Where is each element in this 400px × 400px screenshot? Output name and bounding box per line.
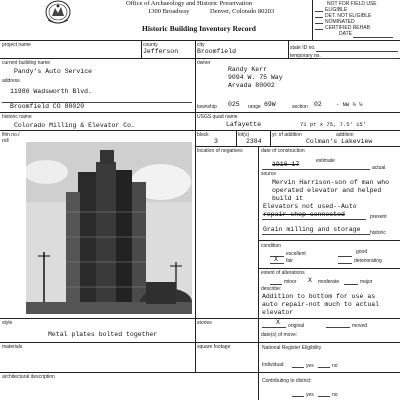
- film-roll-label: film no./ roll: [2, 132, 20, 144]
- city-label: city: [197, 42, 205, 48]
- office-address: 1300 Broadway: [148, 8, 190, 15]
- project-name-label: project name: [2, 42, 31, 48]
- style-label: style: [2, 320, 13, 326]
- source-line2: operated elevator and helped: [272, 187, 382, 194]
- nr-individual-label: Individual:: [262, 362, 285, 368]
- condition-fair: fair: [286, 258, 293, 264]
- nr-contributing-yes: yes: [306, 392, 314, 398]
- present-label: present: [370, 214, 387, 220]
- quad-year-value: 71 pr x 75, 7.5' 15': [300, 121, 367, 128]
- alterations-minor: minor: [284, 279, 297, 285]
- section-value: 02: [314, 101, 322, 108]
- use-line2: repair shop connected: [263, 211, 345, 218]
- historic-name-label: historic name: [2, 114, 32, 120]
- addition-value: Colman's Lakeview: [306, 138, 373, 145]
- nr-contributing-label: Contributing to district:: [262, 378, 312, 384]
- state-id-label: state ID no.: [290, 45, 316, 51]
- nr-eligibility-label: National Register Eligibility: [262, 345, 322, 351]
- alterations-label: extent of alterations: [261, 270, 305, 276]
- form-title: Historic Building Inventory Record: [142, 24, 256, 33]
- historic-name-value: Colorado Milling & Elevator Co.: [14, 122, 135, 129]
- township-label: township: [197, 104, 217, 110]
- current-name-value: Pandy's Auto Service: [14, 68, 93, 75]
- nr-contributing-no: no: [332, 392, 338, 398]
- stories-label: stories: [197, 320, 212, 326]
- alterations-moderate: moderate: [318, 279, 340, 285]
- official-option-not-eligible: DET. NOT ELIGIBLE: [325, 13, 372, 19]
- official-option-nominated: NOMINATED: [325, 19, 355, 25]
- condition-deteriorating: deteriorating: [354, 258, 382, 264]
- nr-individual-no: no: [332, 363, 338, 369]
- current-name-label: current building name: [2, 60, 51, 66]
- source-line1: Mervin Harrison-son of man who: [272, 179, 390, 186]
- address-line1: 11986 Wadsworth Blvd.: [10, 88, 92, 95]
- describe-label: describe:: [261, 286, 282, 292]
- township-value: 025: [228, 101, 240, 108]
- construction-value: 1916-17: [272, 161, 300, 168]
- official-option-eligible: ELIGIBLE: [325, 7, 348, 13]
- state-seal: [44, 0, 72, 26]
- office-city: Denver, Colorado 80203: [210, 8, 275, 15]
- office-name: Office of Archaeology and Historic Preservation: [126, 0, 253, 7]
- section-label: section: [292, 104, 308, 110]
- owner-line3: Arvada 80002: [228, 82, 275, 89]
- quarter-value: - NW ¼ ¼: [336, 101, 363, 108]
- temporary-no-label: temporary no.: [290, 53, 321, 59]
- nr-individual-yes: yes: [306, 363, 314, 369]
- county-value: Jefferson: [143, 48, 179, 55]
- source-line3: build it: [272, 195, 304, 202]
- alterations-line3: elevator: [262, 309, 294, 316]
- official-use-box: [312, 0, 400, 41]
- official-option-certified: CERTIFIED REHAB: [325, 25, 370, 31]
- owner-label: owner: [197, 60, 211, 66]
- county-label: county: [143, 42, 158, 48]
- owner-line2: 9094 W. 75 Way: [228, 74, 283, 81]
- source-label: source: [261, 171, 277, 177]
- alterations-line2: auto repair-not much to actual: [262, 301, 380, 308]
- estimate-label: estimate: [316, 158, 335, 164]
- official-use-title: NOT FOR FIELD USE: [327, 1, 377, 7]
- range-value: 69W: [264, 101, 276, 108]
- condition-excellent: excellent: [286, 251, 306, 257]
- historic-use-label: historic: [370, 230, 386, 236]
- block-value: 3: [214, 138, 218, 145]
- building-photo: [26, 142, 192, 314]
- moved-label: moved: [352, 323, 368, 329]
- condition-label: condition: [261, 243, 282, 249]
- square-footage-label: square footage: [197, 344, 231, 350]
- style-value: Metal plates bolted together: [48, 331, 158, 338]
- alterations-mark: X: [308, 277, 312, 284]
- range-label: range: [248, 104, 261, 110]
- owner-line1: Randy Kerr: [228, 66, 268, 73]
- date-of-move-label: date(s) of move:: [261, 332, 298, 338]
- usgs-label: USGS quad name: [197, 114, 238, 120]
- alterations-line1: Addition to bottom for use as: [262, 293, 376, 300]
- arch-description-label: architectural description: [2, 374, 55, 380]
- original-label: original: [288, 323, 305, 329]
- address-line2: Broomfield CO 80020: [10, 103, 85, 110]
- lot-value: 2384: [246, 138, 262, 145]
- original-mark: X: [276, 319, 280, 326]
- location-negatives-label: location of negatives: [197, 148, 243, 154]
- year-addition-label: yr. of addition: [272, 132, 302, 138]
- usgs-value: Lafayette: [226, 121, 262, 128]
- use-line1: Elevators not used--Auto: [263, 203, 357, 210]
- addition-label: addition: [336, 132, 354, 138]
- actual-label: actual: [372, 165, 386, 171]
- historic-use-value: Grain milling and storage: [263, 226, 361, 233]
- condition-good: good: [356, 249, 368, 255]
- condition-mark: X: [274, 256, 278, 263]
- alterations-major: major: [360, 279, 373, 285]
- address-label: address: [2, 78, 20, 84]
- official-option-date: DATE: [339, 31, 352, 37]
- materials-label: materials: [2, 344, 23, 350]
- block-label: block: [197, 132, 209, 138]
- construction-label: date of construction: [261, 148, 305, 154]
- lot-label: lot(s): [238, 132, 250, 138]
- city-value: Broomfield: [197, 48, 237, 55]
